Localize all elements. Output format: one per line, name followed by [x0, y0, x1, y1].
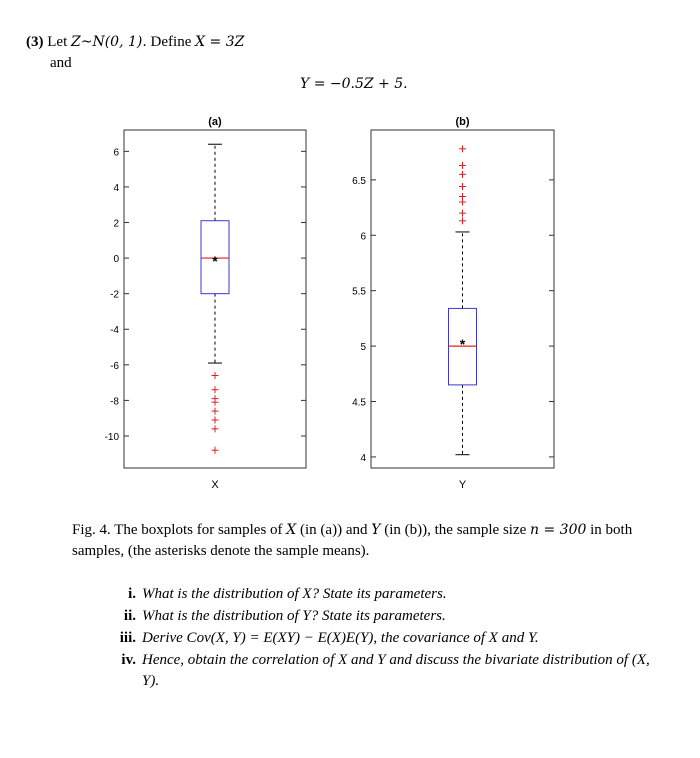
plot-title: (a) [208, 116, 222, 128]
caption-var-x: X [286, 522, 297, 538]
y-tick-label: -2 [110, 289, 119, 301]
y-definition: Y = −0.5Z + 5. [300, 76, 408, 92]
y-tick-label: 4.5 [352, 397, 366, 409]
caption-text-4: in both samples, (the asterisks denote the sample means). [72, 522, 633, 559]
y-tick-label: 4 [360, 452, 366, 464]
question-number: (3) [26, 34, 44, 50]
subquestion-list [104, 584, 664, 693]
subquestion-iv [104, 650, 664, 692]
caption-text-1: Fig. 4. The boxplots for samples of [72, 522, 283, 538]
boxplot-a [105, 116, 306, 491]
subquestion-i [104, 584, 664, 605]
x-definition: X = 3Z [195, 34, 245, 50]
mean-marker: * [459, 335, 466, 352]
mean-marker: * [212, 252, 218, 269]
y-tick-label: -8 [110, 396, 119, 408]
y-tick-label: 5.5 [352, 286, 366, 298]
z-definition: Z~N(0, 1). [71, 34, 147, 50]
subquestion-text: What is the distribution of X? State its parameters. [142, 586, 447, 602]
x-axis-label: X [211, 479, 219, 491]
let-word: Let [47, 34, 68, 50]
caption-var-y: Y [371, 522, 381, 538]
plot-title: (b) [455, 116, 470, 128]
y-tick-label: 6 [113, 147, 119, 159]
subquestion-text: Hence, obtain the correlation of X and Y and discuss the bivariate distribution of (X, Y). [142, 652, 650, 689]
y-tick-label: 4 [113, 182, 119, 194]
boxplot-b [352, 116, 554, 491]
caption-text-3: (in (b)), the sample size [384, 522, 527, 538]
subquestion-iii [104, 628, 664, 649]
and-word: and [50, 55, 72, 71]
subquestion-text: Derive Cov(X, Y) = E(XY) − E(X)E(Y), the covariance of X and Y. [142, 630, 539, 646]
y-tick-label: 5 [360, 342, 366, 354]
subquestion-number: i. [128, 586, 136, 602]
y-tick-label: 6.5 [352, 175, 366, 187]
subquestion-number: iii. [119, 630, 136, 646]
subquestion-number: iv. [121, 652, 136, 668]
subquestion-number: ii. [123, 608, 136, 624]
subquestion-ii [104, 606, 664, 627]
define-word: Define [150, 34, 192, 50]
subquestion-text: What is the distribution of Y? State its parameters. [142, 608, 446, 624]
y-tick-label: 6 [360, 231, 366, 243]
caption-text-2: (in (a)) and [300, 522, 368, 538]
caption-n: n = 300 [530, 522, 587, 538]
y-tick-label: -10 [104, 431, 119, 443]
y-tick-label: -6 [110, 360, 119, 372]
figure-caption [72, 520, 662, 562]
y-tick-label: 2 [113, 218, 119, 230]
y-tick-label: 0 [113, 254, 119, 266]
x-axis-label: Y [458, 479, 467, 491]
y-tick-label: -4 [110, 325, 119, 337]
